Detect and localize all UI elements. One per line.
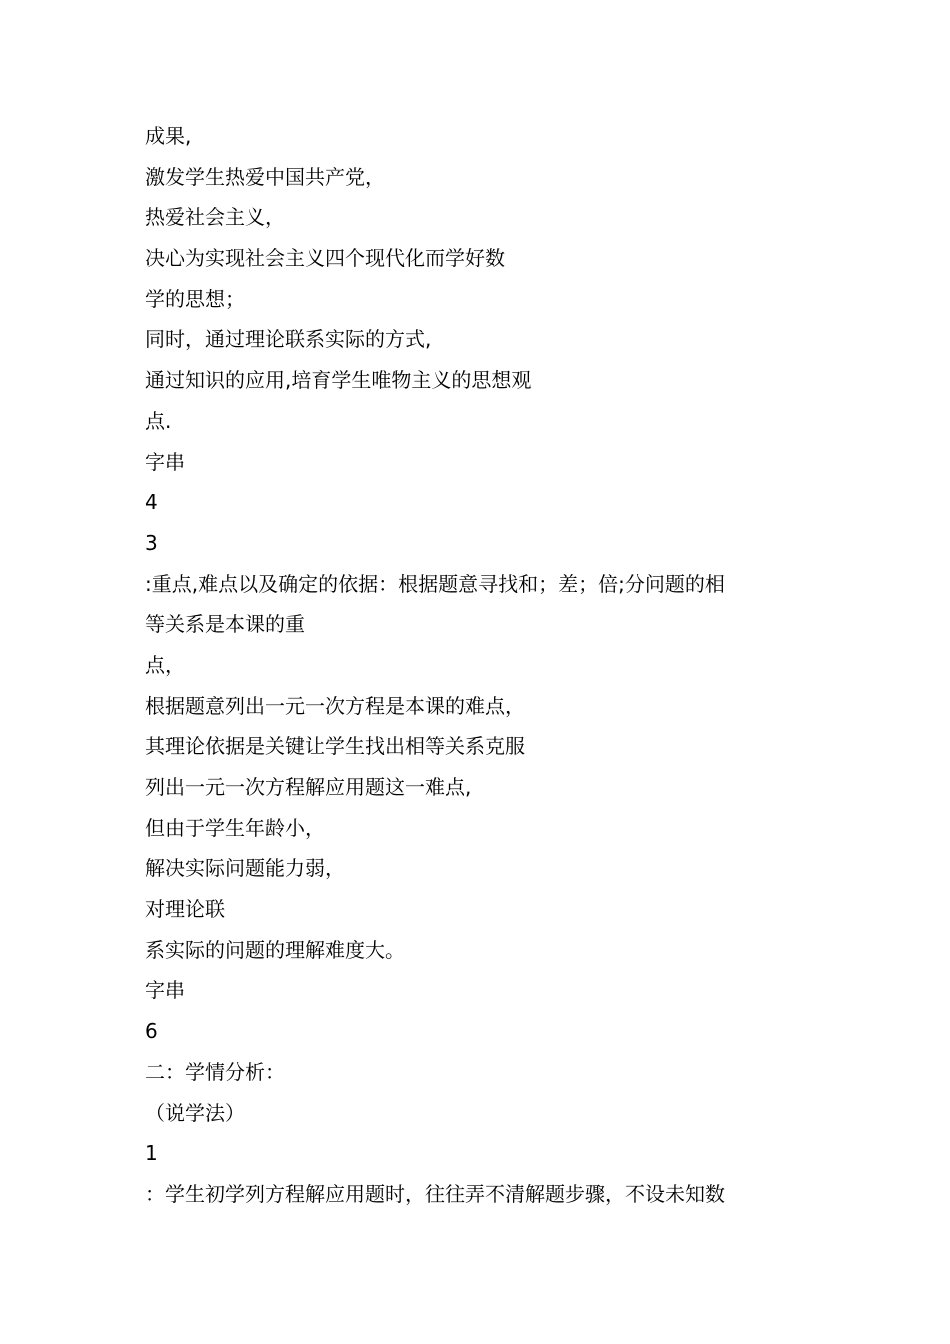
text-line: 解决实际问题能力弱， — [145, 856, 345, 881]
text-line: 学的思想； — [145, 286, 245, 311]
text-line: （说学法） — [145, 1100, 245, 1125]
text-line: 根据题意列出一元一次方程是本课的难点， — [145, 693, 525, 718]
text-line: 点. — [145, 408, 172, 433]
text-line: 决心为实现社会主义四个现代化而学好数 — [145, 246, 505, 271]
text-line: 成果, — [145, 124, 192, 148]
text-line: 激发学生热爱中国共产党， — [145, 164, 385, 189]
text-line: 系实际的问题的理解难度大。 — [145, 937, 405, 962]
text-line: 等关系是本课的重 — [145, 612, 305, 637]
text-line: 通过知识的应用,培育学生唯物主义的思想观 — [145, 368, 532, 393]
text-line: 点， — [145, 652, 185, 677]
text-line: 1 — [145, 1141, 158, 1166]
text-line: 字串 — [145, 978, 185, 1003]
text-line: 热爱社会主义， — [145, 205, 285, 230]
text-line: 同时，通过理论联系实际的方式, — [145, 327, 432, 352]
text-line: 其理论依据是关键让学生找出相等关系克服 — [145, 734, 525, 759]
text-line: 但由于学生年龄小， — [145, 815, 325, 840]
document-body — [145, 116, 825, 1215]
text-line: 3 — [145, 530, 158, 555]
text-line: 二：学情分析： — [145, 1059, 285, 1084]
text-line: 列出一元一次方程解应用题这一难点, — [145, 775, 472, 799]
text-line: 6 — [145, 1019, 158, 1044]
text-line: :重点,难点以及确定的依据：根据题意寻找和；差；倍;分问题的相 — [145, 571, 725, 596]
text-line: ：学生初学列方程解应用题时，往往弄不清解题步骤，不设未知数 — [145, 1181, 725, 1206]
text-line: 对理论联 — [145, 897, 225, 922]
text-line: 字串 — [145, 449, 185, 474]
text-line: 4 — [145, 490, 158, 515]
